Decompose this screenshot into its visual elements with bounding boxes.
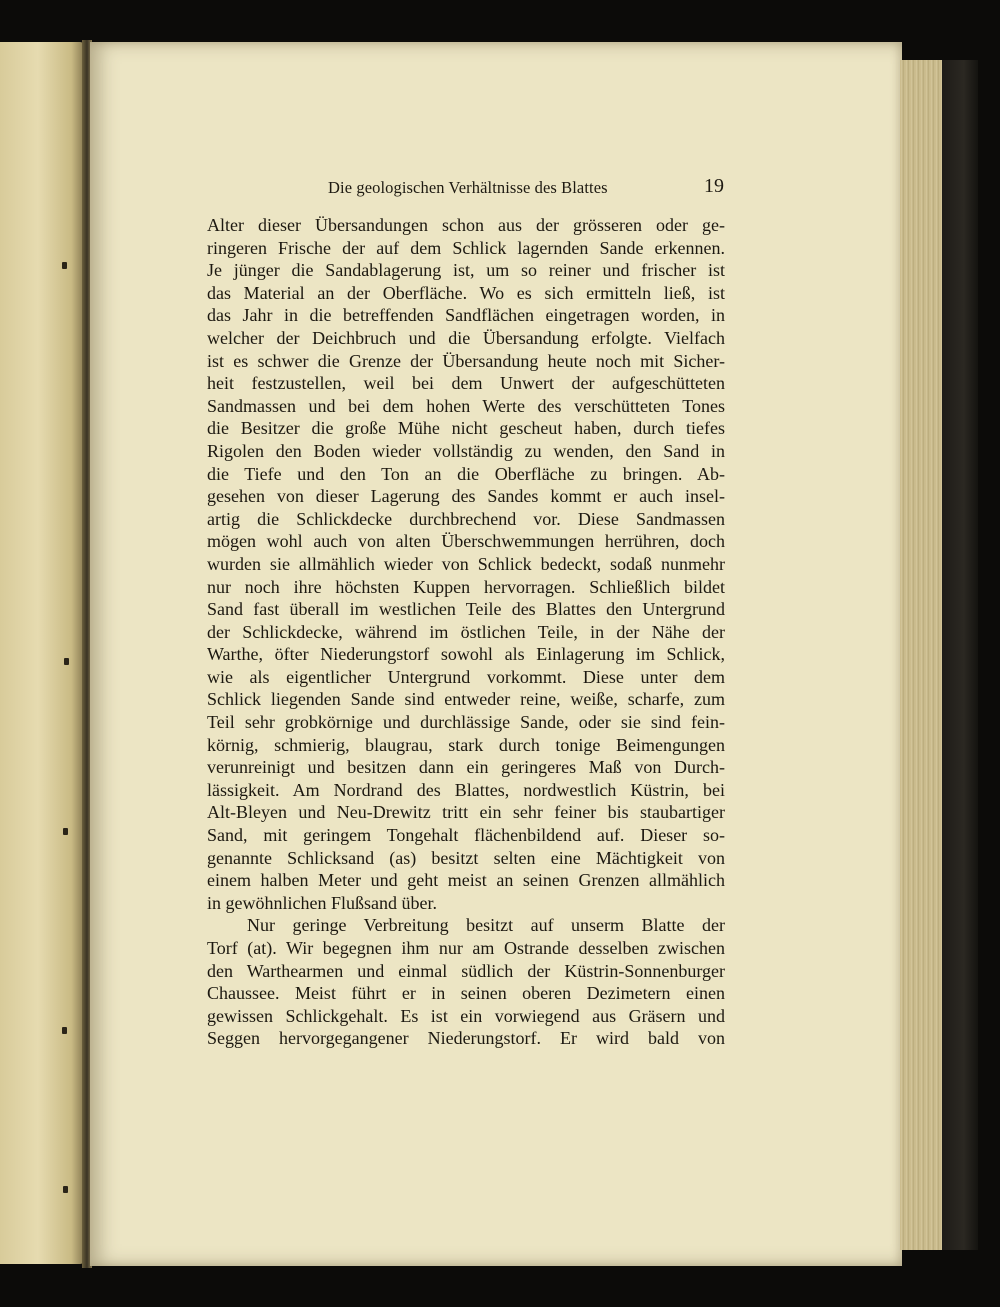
text-line: heit festzustellen, weil bei dem Unwert der aufgeschütteten bbox=[207, 373, 725, 394]
binding-mark bbox=[64, 658, 69, 665]
text-line: Teil sehr grobkörnige und durchlässige Sande, oder sie sind fein- bbox=[207, 712, 725, 733]
text-line: Chaussee. Meist führt er in seinen oberen Dezimetern einen bbox=[207, 983, 725, 1004]
text-line: artig die Schlickdecke durchbrechend vor. Diese Sandmassen bbox=[207, 508, 725, 529]
running-title: Die geologischen Verhältnisse des Blattes bbox=[328, 178, 608, 197]
text-line: wurden sie allmählich wieder von Schlick bedeckt, sodaß nunmehr bbox=[207, 553, 725, 574]
text-line: Nur geringe Verbreitung besitzt auf unserm Blatte der bbox=[247, 915, 725, 936]
binding-mark bbox=[62, 262, 67, 269]
text-line: ist es schwer die Grenze der Übersandung heute noch mit Sicher- bbox=[207, 350, 725, 371]
text-line: Je jünger die Sandablagerung ist, um so reiner und frischer ist bbox=[207, 260, 725, 281]
page-number: 19 bbox=[704, 175, 724, 197]
text-line: mögen wohl auch von alten Überschwemmungen herrühren, doch bbox=[207, 531, 725, 552]
text-line: Alter dieser Übersandungen schon aus der grösseren oder ge- bbox=[207, 215, 725, 235]
text-line: verunreinigt und besitzen dann ein geringeres Maß von Durch- bbox=[207, 757, 725, 778]
text-line: Alt-Bleyen und Neu-Drewitz tritt ein sehr feiner bis staubartiger bbox=[207, 802, 725, 823]
text-line: gewissen Schlickgehalt. Es ist ein vorwiegend aus Gräsern und bbox=[207, 1005, 725, 1026]
text-line: Sandmassen und bei dem hohen Werte des verschütteten Tones bbox=[207, 395, 725, 416]
text-line: Schlick liegenden Sande sind entweder reine, weiße, scharfe, zum bbox=[207, 689, 725, 710]
text-line: Seggen hervorgegangener Niederungstorf. Er wird bald von bbox=[207, 1028, 725, 1049]
text-line: körnig, schmierig, blaugrau, stark durch tonige Beimengungen bbox=[207, 734, 725, 755]
text-line: Rigolen den Boden wieder vollständig zu wenden, den Sand in bbox=[207, 440, 725, 461]
text-line: nur noch ihre höchsten Kuppen hervorragen. Schließlich bildet bbox=[207, 576, 725, 597]
book-cover bbox=[942, 60, 978, 1250]
text-line: Sand, mit geringem Tongehalt flächenbildend auf. Dieser so- bbox=[207, 825, 725, 846]
text-line: die Besitzer die große Mühe nicht gescheut haben, durch tiefes bbox=[207, 418, 725, 439]
text-line: ringeren Frische der auf dem Schlick lagernden Sande erkennen. bbox=[207, 237, 725, 258]
text-line: wie als eigentlicher Untergrund vorkommt. Diese unter dem bbox=[207, 666, 725, 687]
text-line: den Warthearmen und einmal südlich der Küstrin-Sonnenburger bbox=[207, 960, 725, 981]
text-line: die Tiefe und den Ton an die Oberfläche zu bringen. Ab- bbox=[207, 463, 725, 484]
text-line: der Schlickdecke, während im östlichen Teile, in der Nähe der bbox=[207, 621, 725, 642]
text-line: gesehen von dieser Lagerung des Sandes kommt er auch insel- bbox=[207, 486, 725, 507]
text-line: einem halben Meter und geht meist an seinen Grenzen allmählich bbox=[207, 870, 725, 891]
text-line: Sand fast überall im westlichen Teile des Blattes den Untergrund bbox=[207, 599, 725, 620]
text-line: in gewöhnlichen Flußsand über. bbox=[207, 892, 437, 913]
text-line: Torf (at). Wir begegnen ihm nur am Ostrande desselben zwischen bbox=[207, 938, 725, 958]
body-text bbox=[207, 214, 725, 1050]
text-line: Warthe, öfter Niederungstorf sowohl als Einlagerung im Schlick, bbox=[207, 644, 725, 665]
binding-mark bbox=[62, 1027, 67, 1034]
text-line: das Jahr in die betreffenden Sandflächen eingetragen worden, in bbox=[207, 305, 725, 326]
page-header bbox=[320, 175, 724, 202]
binding-mark bbox=[63, 828, 68, 835]
page-block-edges bbox=[900, 60, 945, 1250]
text-line: das Material an der Oberfläche. Wo es sich ermitteln ließ, ist bbox=[207, 282, 725, 303]
text-line: lässigkeit. Am Nordrand des Blattes, nordwestlich Küstrin, bei bbox=[207, 779, 725, 800]
left-page-edge bbox=[0, 42, 84, 1264]
text-line: welcher der Deichbruch und die Übersandung erfolgte. Vielfach bbox=[207, 327, 725, 348]
binding-mark bbox=[63, 1186, 68, 1193]
text-line: genannte Schlicksand (as) besitzt selten eine Mächtigkeit von bbox=[207, 847, 725, 868]
